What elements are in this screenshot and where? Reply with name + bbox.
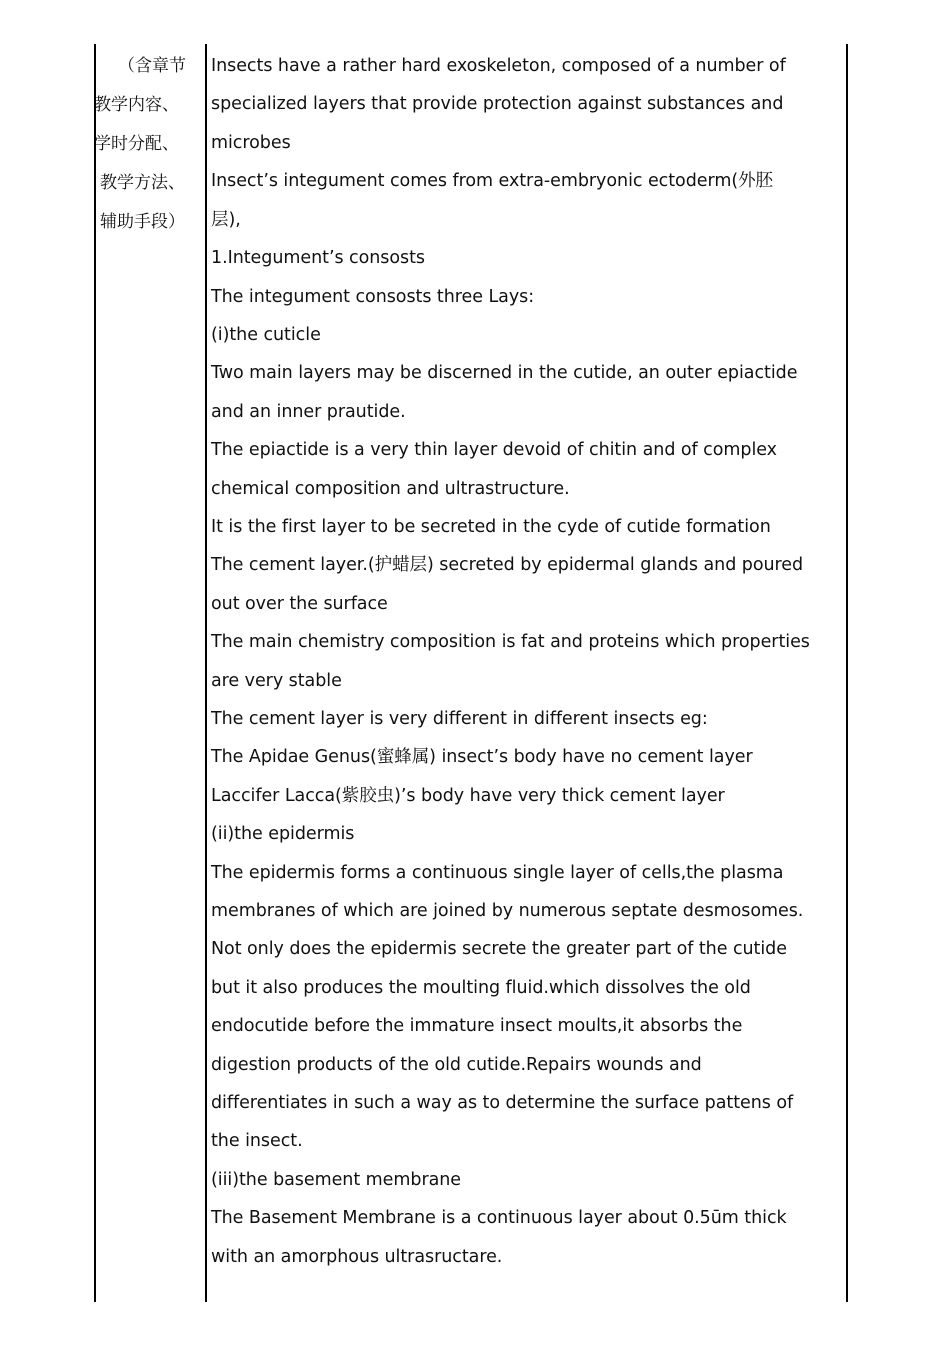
content-line: The Basement Membrane is a continuous layer about 0.5ūm thick <box>211 1208 787 1228</box>
content-line: differentiates in such a way as to determine the surface pattens of <box>211 1093 794 1113</box>
content-line: chemical composition and ultrastructure. <box>211 479 570 499</box>
row-label-line: 教学内容、 <box>94 95 179 115</box>
content-line: 1.Integument’s consosts <box>211 248 425 268</box>
row-label-line: （含章节 <box>118 56 186 76</box>
content-line: Not only does the epidermis secrete the greater part of the cutide <box>211 939 787 959</box>
content-line: The cement layer.(护蜡层) secreted by epidermal glands and poured <box>211 555 804 575</box>
row-label-line: 学时分配、 <box>94 134 179 154</box>
content-line: digestion products of the old cutide.Repairs wounds and <box>211 1055 702 1075</box>
content-line: membranes of which are joined by numerous septate desmosomes. <box>211 901 804 921</box>
content-line: The cement layer is very different in different insects eg: <box>211 709 708 729</box>
content-line: Two main layers may be discerned in the cutide, an outer epiactide <box>211 363 798 383</box>
content-line: (ii)the epidermis <box>211 824 355 844</box>
content-line: The epiactide is a very thin layer devoid of chitin and of complex <box>211 440 777 460</box>
content-line: 层), <box>211 210 241 230</box>
table-right-border <box>846 44 848 1302</box>
content-line: The Apidae Genus(蜜蜂属) insect’s body have no cement layer <box>211 747 753 767</box>
content-line: Insects have a rather hard exoskeleton, composed of a number of <box>211 56 786 76</box>
content-line: and an inner prautide. <box>211 402 406 422</box>
content-line: are very stable <box>211 671 342 691</box>
content-line: specialized layers that provide protection against substances and <box>211 94 784 114</box>
content-line: out over the surface <box>211 594 388 614</box>
content-line: Laccifer Lacca(紫胶虫)’s body have very thick cement layer <box>211 786 725 806</box>
content-line: the insect. <box>211 1131 303 1151</box>
row-label-line: 辅助手段） <box>100 212 185 232</box>
content-line: but it also produces the moulting fluid.which dissolves the old <box>211 978 751 998</box>
content-line: The main chemistry composition is fat and proteins which properties <box>211 632 810 652</box>
content-line: with an amorphous ultrasructare. <box>211 1247 503 1267</box>
table-column-divider <box>205 44 207 1302</box>
content-line: endocutide before the immature insect moults,it absorbs the <box>211 1016 743 1036</box>
content-line: Insect’s integument comes from extra-embryonic ectoderm(外胚 <box>211 171 774 191</box>
row-label-line: 教学方法、 <box>100 173 185 193</box>
content-line: microbes <box>211 133 291 153</box>
content-line: It is the first layer to be secreted in the cyde of cutide formation <box>211 517 771 537</box>
content-line: (i)the cuticle <box>211 325 321 345</box>
content-line: (iii)the basement membrane <box>211 1170 462 1190</box>
table-left-border <box>94 44 96 1302</box>
content-line: The integument consosts three Lays: <box>211 287 535 307</box>
content-line: The epidermis forms a continuous single layer of cells,the plasma <box>211 863 784 883</box>
